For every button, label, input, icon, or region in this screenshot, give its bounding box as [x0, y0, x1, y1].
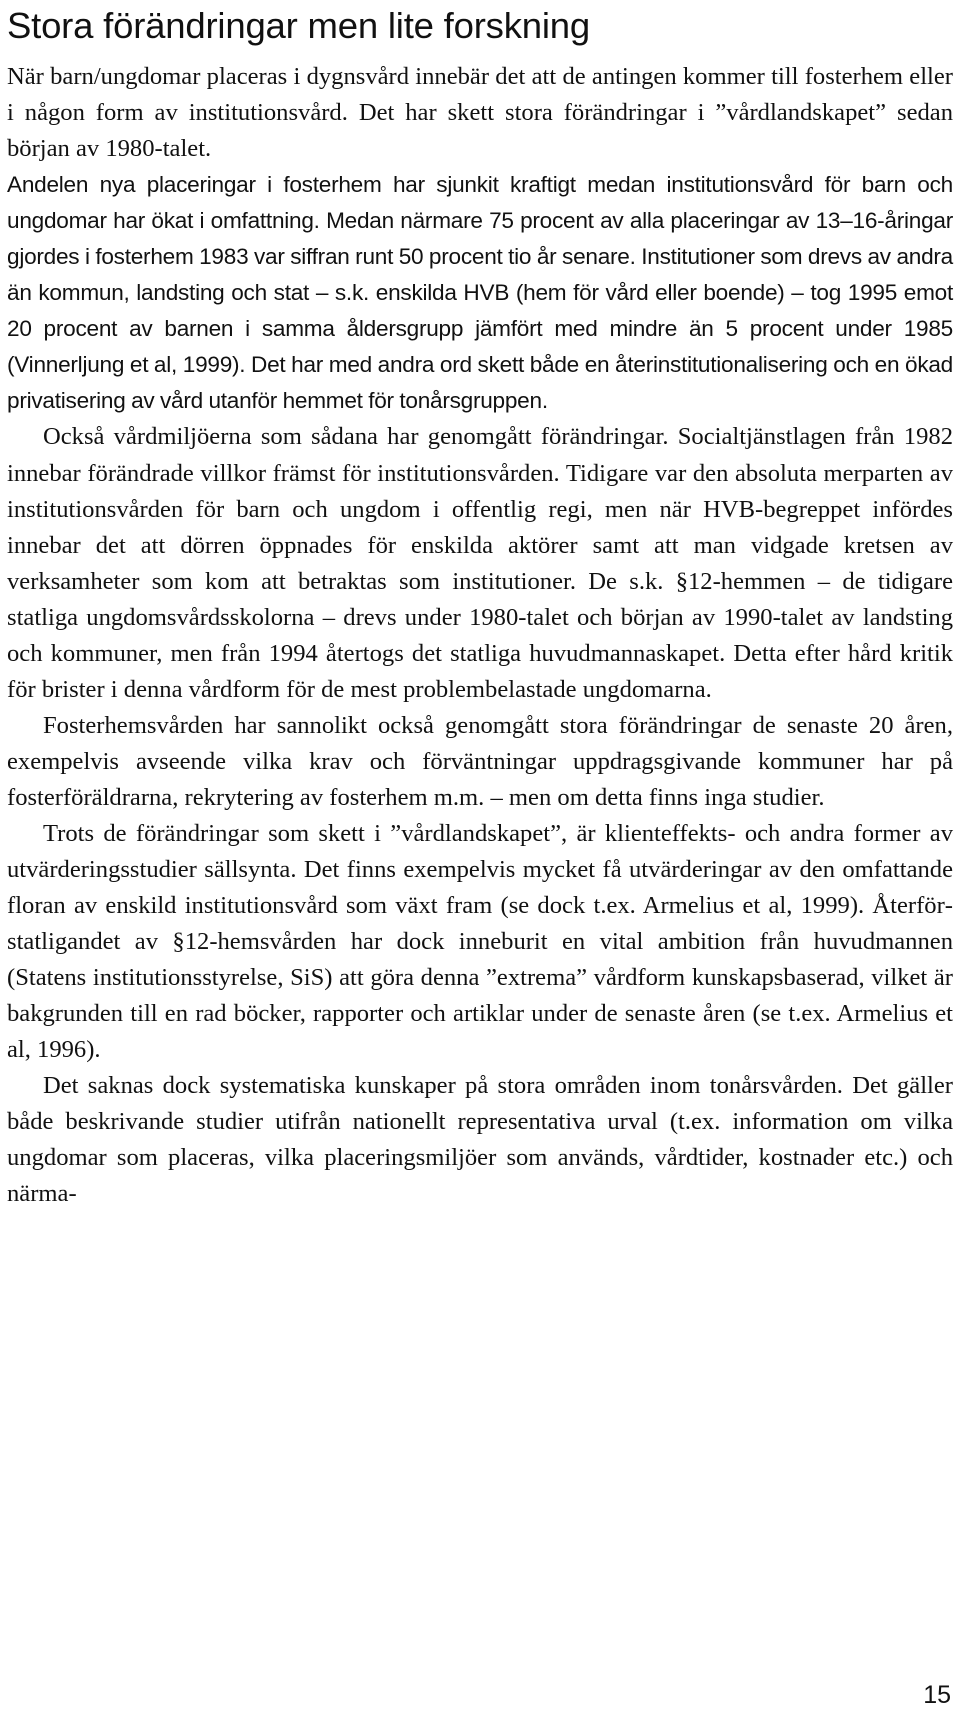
paragraph-care-environments: Också vårdmiljöerna som sådana har genomgått förändringar. Socialtjänstlagen från 1982 innebar förändrade villkor främst för institutionsvården. Tidigare var den absoluta merparten av institutionsvården för barn och ungdom i offentlig regi, men när HVB-begreppet infördes innebar det att dörren öppnades för enskilda aktörer samt att man vidgade kretsen av verksamheter som kom att betraktas som institutioner. De s.k. §12-hemmen – de tidigare statliga ungdomsvårdsskolorna – drevs under 1980-talet och början av 1990-talet av landsting och kommuner, men från 1994 återtogs det statliga huvudmannaskapet. Detta efter hård kritik för brister i denna vårdform för de mest problembelastade ungdomarna.: [7, 423, 953, 703]
document-page: [7, 0, 953, 1715]
paragraph-foster-care: Fosterhemsvården har sannolikt också genomgått stora förändringar de senaste 20 åren, exempelvis avseende vilka krav och förväntningar uppdragsgivande kommuner har på fosterföräldrarna, rekrytering av fosterhem m.m. – men om detta finns inga studier.: [7, 711, 953, 811]
paragraph-knowledge-gaps: Det saknas dock systematiska kunskaper på stora områden inom tonårsvården. Det gäller både beskrivande studier utifrån nationellt representativa urval (t.ex. information om vilka ungdomar som placeras, vilka placeringsmiljöer som används, vårdtider, kostnader etc.) och närma-: [7, 1072, 953, 1208]
paragraph-evaluation-studies: Trots de förändringar som skett i ”vårdlandskapet”, är klienteffekts- och andra former av utvärderingsstudier sällsynta. Det finns exempelvis mycket få utvärderingar av den omfattande floran av enskild institutionsvård som växt fram (se dock t.ex. Armelius et al, 1999). Återförstatligandet av §12-hemsvården har dock inneburit en vital ambition från huvudmannen (Statens institutionsstyrelse, SiS) att göra denna ”extrema” vårdform kunskapsbaserad, vilket är bakgrunden till en rad böcker, rapporter och artiklar under de senaste åren (se t.ex. Armelius et al, 1996).: [7, 819, 953, 1064]
paragraph-placement-statistics: Andelen nya placeringar i fosterhem har sjunkit kraftigt medan institutionsvård för barn och ungdomar har ökat i omfattning. Medan närmare 75 procent av alla placeringar av 13–16-åringar gjordes i fosterhem 1983 var siffran runt 50 procent tio år senare. Institutioner som drevs av andra än kommun, landsting och stat – s.k. enskilda HVB (hem för vård eller boende) – tog 1995 emot 20 procent av barnen i samma åldersgrupp jämfört med mindre än 5 procent under 1985 (Vinnerljung et al, 1999). Det har med andra ord skett både en återinstitutionalisering och en ökad privatisering av vård utanför hemmet för tonårsgruppen.: [7, 172, 953, 414]
section-heading: Stora förändringar men lite forskning: [7, 5, 590, 46]
body-text: [7, 59, 953, 1213]
paragraph-intro: När barn/ungdomar placeras i dygnsvård innebär det att de antingen kommer till fosterhem eller i någon form av institutionsvård. Det har skett stora förändringar i ”vårdlandskapet” sedan början av 1980-talet.: [7, 63, 953, 163]
page-number: 15: [923, 1681, 951, 1709]
